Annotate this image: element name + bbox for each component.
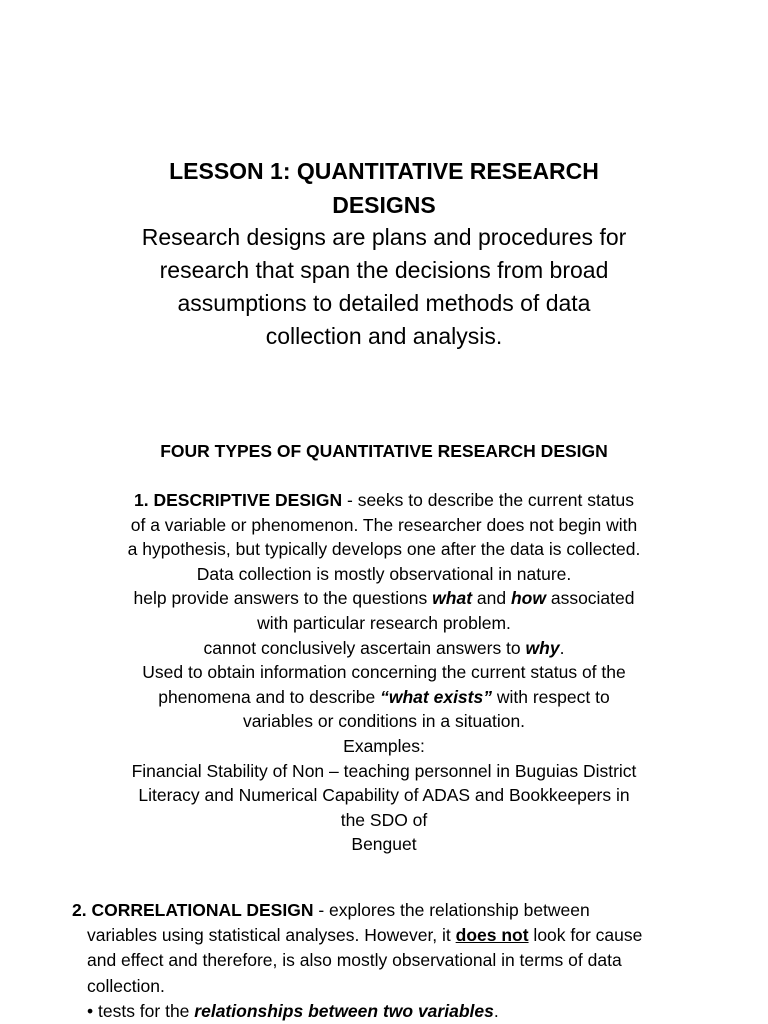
text-run: and [472,588,511,609]
descriptive-dash: - [342,490,358,510]
intro-line: Research designs are plans and procedures for [141,224,627,250]
lesson-title-line: LESSON 1: QUANTITATIVE RESEARCH [169,158,599,184]
text-run: variables using statistical analyses. However, it [87,925,456,946]
lesson-title-line: DESIGNS [332,192,436,218]
descriptive-line [84,586,684,611]
example-item: Benguet [351,834,417,855]
examples-label: Examples: [343,735,425,756]
intro-line: assumptions to detailed methods of data [177,290,591,316]
correlational-line [72,898,712,923]
descriptive-line: variables or conditions in a situation. [242,711,526,732]
intro-line: collection and analysis. [265,323,503,349]
correlational-definition: explores the relationship between [329,900,590,920]
correlational-dash: - [313,900,330,920]
descriptive-line [84,636,684,661]
text-run: • tests for the [87,1000,195,1021]
descriptive-line: Used to obtain information concerning the current status of the [142,662,626,683]
emphasis-relationships: relationships between two variables [194,1000,494,1021]
emphasis-how: how [510,588,546,609]
example-item: the SDO of [340,809,428,830]
example-item: Financial Stability of Non – teaching personnel in Buguias District [131,760,637,781]
correlational-line: and effect and therefore, is also mostly observational in terms of data [87,950,622,971]
descriptive-label: 1. DESCRIPTIVE DESIGN [134,490,343,510]
correlational-design-section [72,898,712,1024]
correlational-label: 2. CORRELATIONAL DESIGN [72,900,314,920]
emphasis-what-exists: “what exists” [380,686,492,707]
text-run: with respect to [491,686,610,707]
descriptive-line: Data collection is mostly observational in nature. [196,563,572,584]
intro-line: research that span the decisions from broad [159,257,609,283]
text-run: cannot conclusively ascertain answers to [203,637,526,658]
text-run: help provide answers to the questions [133,588,433,609]
descriptive-line: a hypothesis, but typically develops one after the data is collected. [127,539,641,560]
descriptive-line: of a variable or phenomenon. The researcher does not begin with [130,514,638,535]
text-run: . [559,637,565,658]
descriptive-definition: seeks to describe the current status [357,490,634,510]
emphasis-why: why [525,637,560,658]
emphasis-does-not: does not [455,925,529,946]
section-heading: FOUR TYPES OF QUANTITATIVE RESEARCH DESIGN [160,441,608,461]
text-run: phenomena and to describe [158,686,381,707]
descriptive-design-section [84,488,684,857]
text-run: associated [545,588,635,609]
correlational-line: collection. [87,975,165,996]
emphasis-what: what [432,588,473,609]
example-item: Literacy and Numerical Capability of ADAS and Bookkeepers in [138,785,630,806]
correlational-line [72,923,712,948]
lesson-title [84,154,684,222]
text-run: . [493,1000,499,1021]
lesson-intro [84,221,684,353]
bullet-item [72,999,712,1024]
descriptive-line [84,685,684,710]
descriptive-line [84,488,684,513]
text-run: look for cause [528,925,643,946]
descriptive-line: with particular research problem. [257,612,511,633]
